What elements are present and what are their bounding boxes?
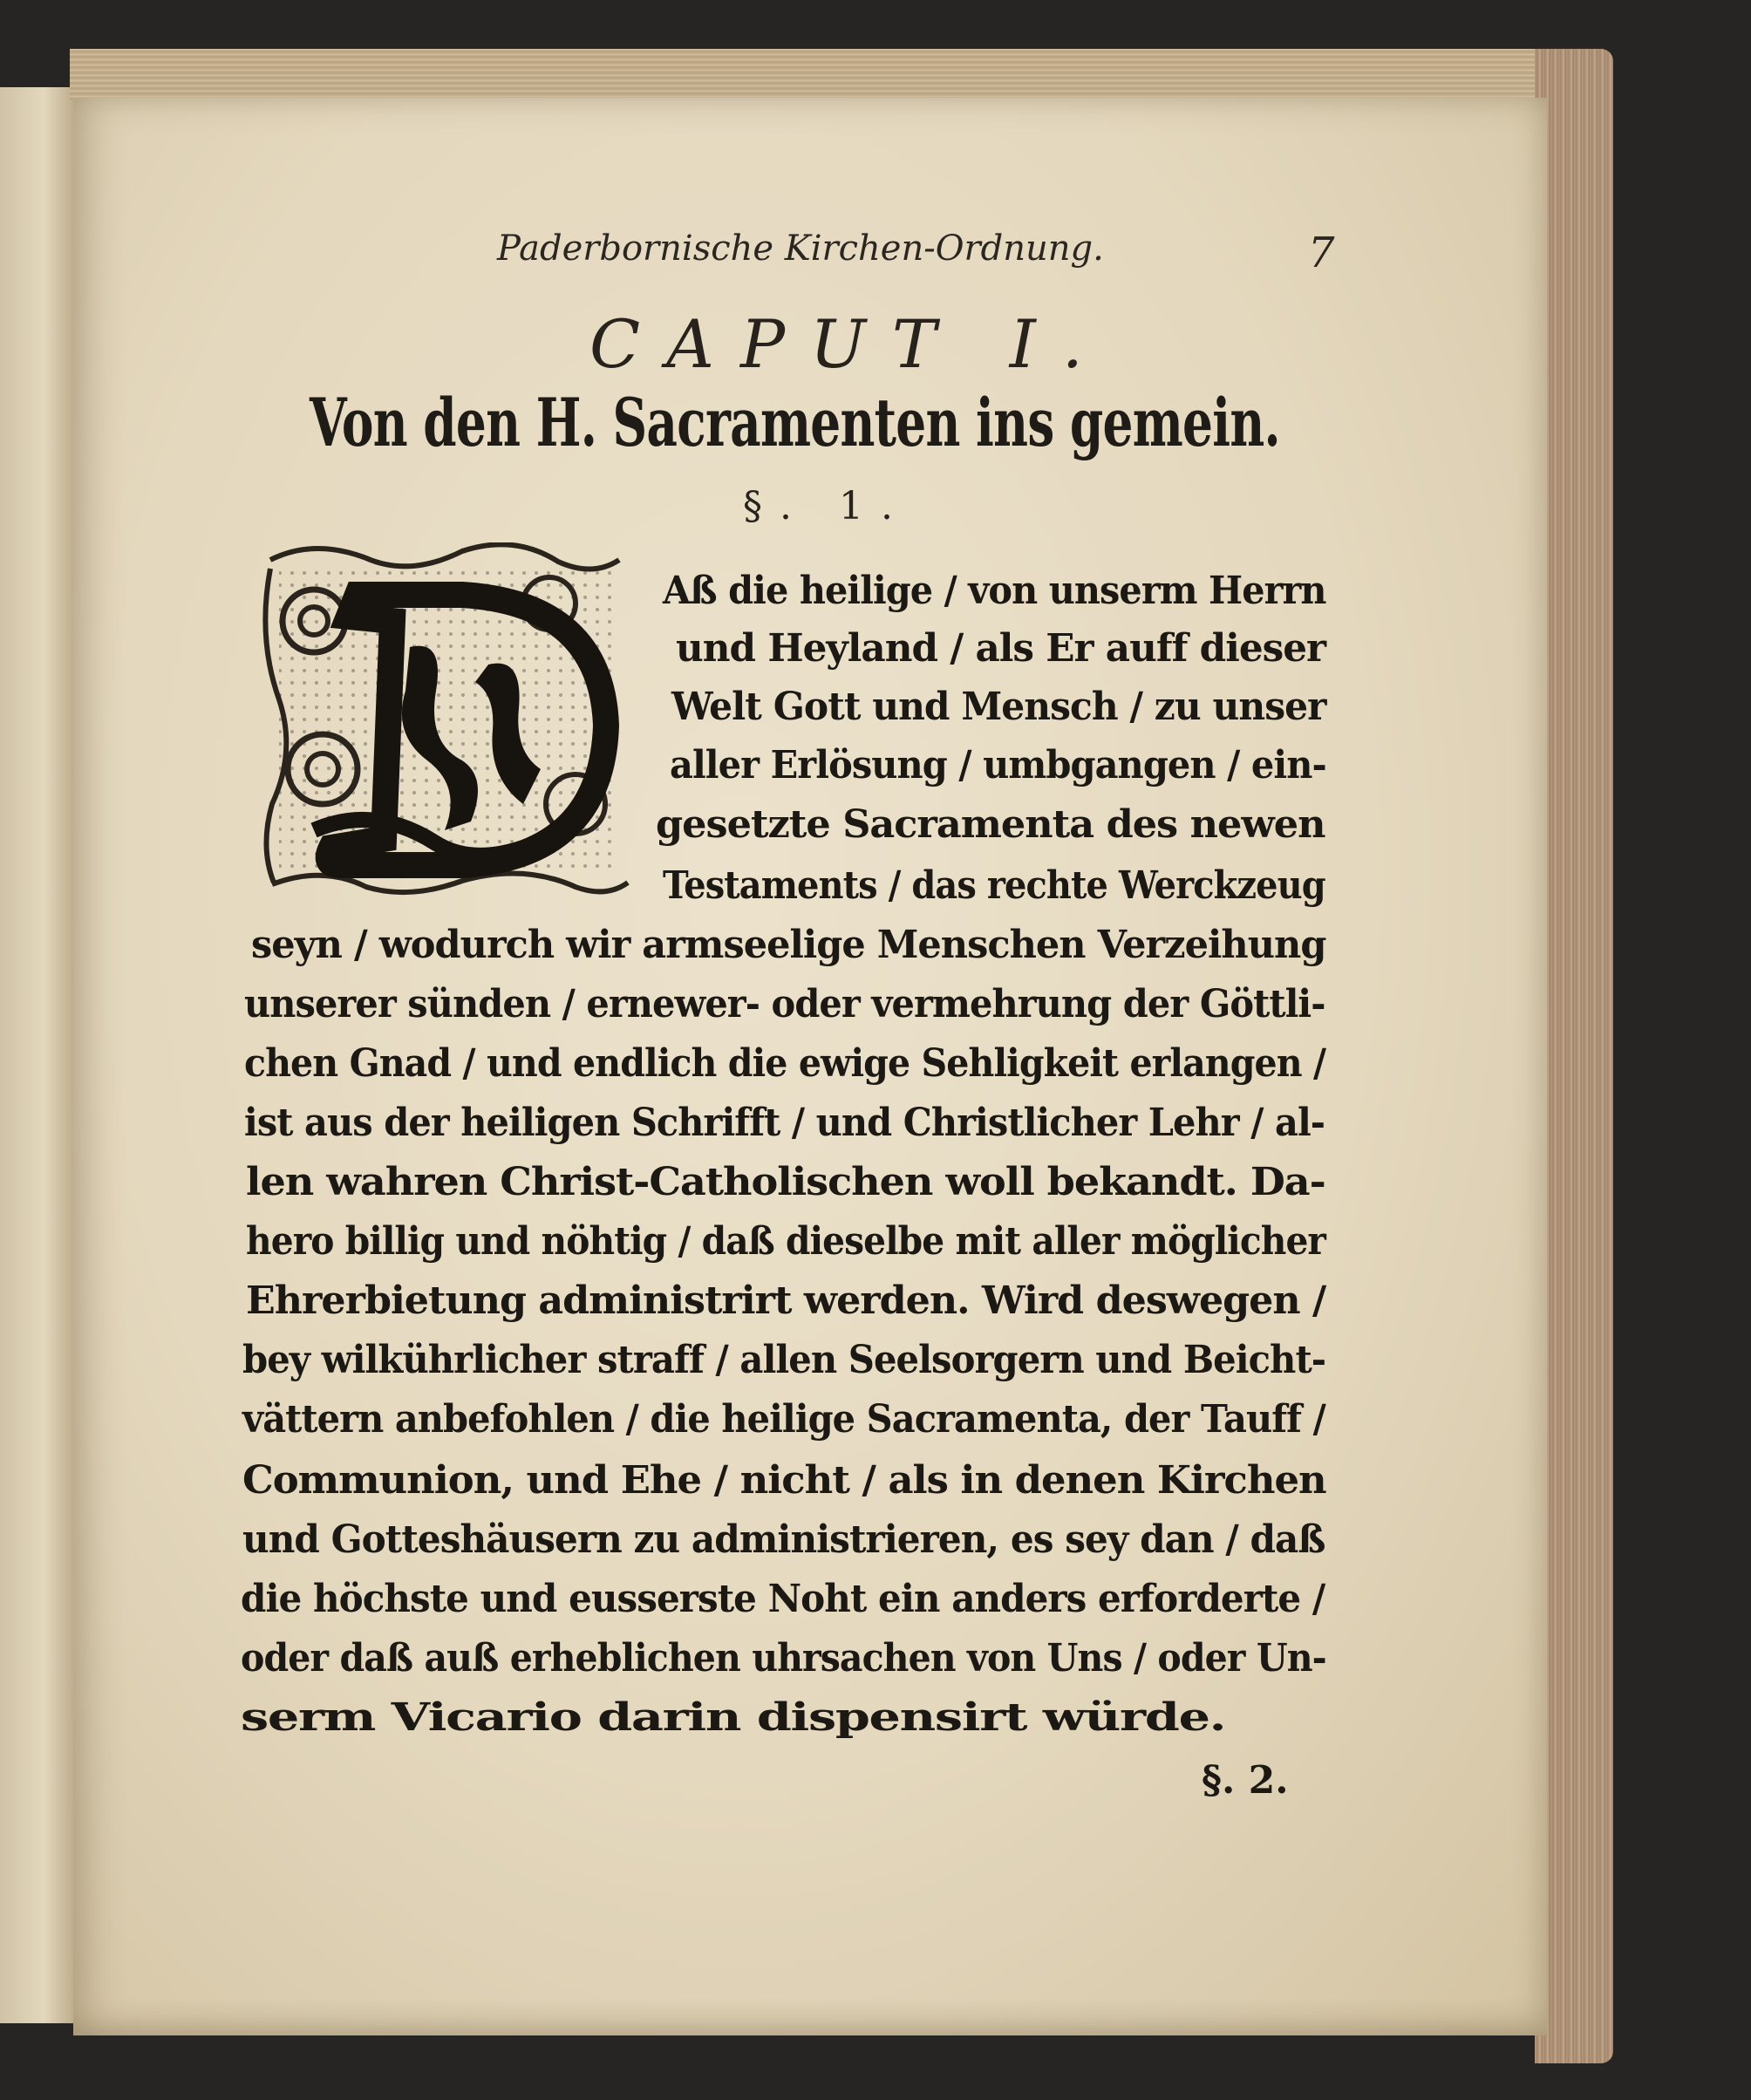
body-line: Welt Gott und Mensch / zu unser (671, 685, 1326, 729)
section-mark: §. 1. (743, 484, 910, 528)
body-line: Testaments / das rechte Werckzeug (663, 863, 1325, 908)
body-line: chen Gnad / und endlich die ewige Sehligkeit erlangen / (244, 1041, 1326, 1086)
body-line: Communion, und Ehe / nicht / als in denen Kirchen (242, 1458, 1326, 1503)
body-line: hero billig und nöhtig / daß dieselbe mit aller möglicher (246, 1219, 1325, 1264)
body-line: Aß die heilige / von unserm Herrn (663, 569, 1326, 613)
body-line: aller Erlösung / umbgangen / ein- (670, 743, 1326, 788)
body-line: seyn / wodurch wir armseelige Menschen Verzeihung (251, 923, 1326, 967)
body-line: len wahren Christ-Catholischen woll bekandt. Da- (246, 1160, 1325, 1204)
body-line: und Gotteshäusern zu administrieren, es sey dan / daß (242, 1517, 1325, 1562)
catchword: §. 2. (1202, 1758, 1289, 1803)
body-line: ist aus der heiligen Schrifft / und Christlicher Lehr / al- (244, 1101, 1325, 1145)
body-line: Ehrerbietung administrirt werden. Wird deswegen / (246, 1278, 1326, 1323)
body-line: vättern anbefohlen / die heilige Sacramenta, der Tauff / (242, 1397, 1325, 1442)
chapter-number: CAPUT I. (589, 305, 1109, 383)
body-line: bey wilkührlicher straff / allen Seelsorgern und Beicht- (242, 1338, 1326, 1382)
page-number: 7 (1308, 228, 1335, 277)
running-title: Paderbornische Kirchen-Ordnung. (497, 228, 1104, 269)
body-line: und Heyland / als Er auff dieser (676, 626, 1326, 671)
chapter-title: Von den H. Sacramenten ins gemein. (310, 384, 1280, 461)
body-line: die höchste und eusserste Noht ein anders erforderte / (241, 1577, 1325, 1621)
ornamental-initial-icon (262, 542, 637, 900)
body-line: gesetzte Sacramenta des newen (656, 802, 1325, 847)
body-line: serm Vicario darin dispensirt würde. (241, 1695, 1226, 1740)
facing-page-edge (0, 87, 73, 2023)
body-line: oder daß auß erheblichen uhrsachen von Uns / oder Un- (241, 1636, 1326, 1681)
book-top-edge (70, 49, 1552, 101)
body-line: unserer sünden / ernewer- oder vermehrung der Göttli- (244, 982, 1325, 1026)
